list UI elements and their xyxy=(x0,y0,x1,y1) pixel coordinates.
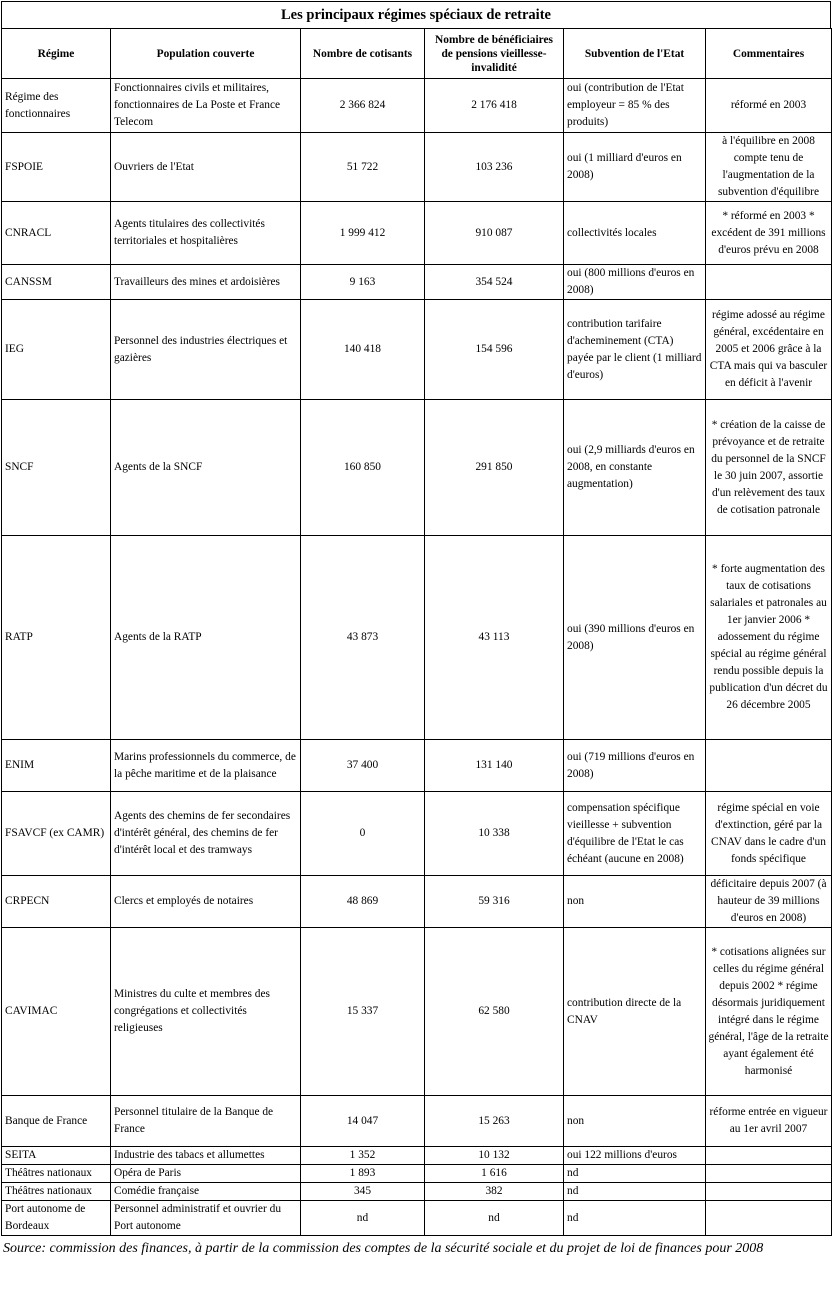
row-subvention: oui (2,9 milliards d'euros en 2008, en constante augmentation) xyxy=(564,400,706,536)
header-row xyxy=(2,29,832,79)
row-beneficiaires: 154 596 xyxy=(425,300,564,400)
row-commentaires: à l'équilibre en 2008 compte tenu de l'augmentation de la subvention d'équilibre xyxy=(706,133,832,202)
row-subvention: nd xyxy=(564,1201,706,1236)
row-population: Comédie française xyxy=(111,1183,301,1201)
row-population: Industrie des tabacs et allumettes xyxy=(111,1147,301,1165)
row-cotisants: 345 xyxy=(301,1183,425,1201)
row-subvention: collectivités locales xyxy=(564,202,706,265)
row-cotisants: nd xyxy=(301,1201,425,1236)
row-cotisants: 140 418 xyxy=(301,300,425,400)
row-regime: Banque de France xyxy=(2,1096,111,1147)
row-commentaires: * création de la caisse de prévoyance et de retraite du personnel de la SNCF le 30 juin 2007, assortie d'un relèvement des taux de cotisation patronale xyxy=(706,400,832,536)
header-population: Population couverte xyxy=(111,29,301,79)
row-population: Ouvriers de l'Etat xyxy=(111,133,301,202)
table-row xyxy=(2,1183,832,1201)
table-row xyxy=(2,792,832,876)
row-beneficiaires: 382 xyxy=(425,1183,564,1201)
table-row xyxy=(2,928,832,1096)
pension-regimes-table xyxy=(1,28,832,1236)
row-subvention: non xyxy=(564,876,706,928)
row-regime: CRPECN xyxy=(2,876,111,928)
row-commentaires xyxy=(706,1147,832,1165)
table-row xyxy=(2,876,832,928)
row-regime: SEITA xyxy=(2,1147,111,1165)
row-beneficiaires: 354 524 xyxy=(425,265,564,300)
row-population: Fonctionnaires civils et militaires, fonctionnaires de La Poste et France Telecom xyxy=(111,79,301,133)
row-cotisants: 2 366 824 xyxy=(301,79,425,133)
header-commentaires: Commentaires xyxy=(706,29,832,79)
table-row xyxy=(2,265,832,300)
table-row xyxy=(2,79,832,133)
row-regime: CANSSM xyxy=(2,265,111,300)
row-cotisants: 15 337 xyxy=(301,928,425,1096)
table-title: Les principaux régimes spéciaux de retraite xyxy=(1,1,831,28)
table-row xyxy=(2,1096,832,1147)
row-regime: Port autonome de Bordeaux xyxy=(2,1201,111,1236)
row-regime: FSAVCF (ex CAMR) xyxy=(2,792,111,876)
row-subvention: contribution directe de la CNAV xyxy=(564,928,706,1096)
row-commentaires: * cotisations alignées sur celles du régime général depuis 2002 * régime désormais juridiquement intégré dans le régime général, l'âge de la retraite ayant également été harmonisé xyxy=(706,928,832,1096)
row-regime: RATP xyxy=(2,536,111,740)
row-beneficiaires: 10 132 xyxy=(425,1147,564,1165)
row-regime: CAVIMAC xyxy=(2,928,111,1096)
row-commentaires: régime adossé au régime général, excédentaire en 2005 et 2006 grâce à la CTA mais qui va basculer en déficit à l'avenir xyxy=(706,300,832,400)
table-body xyxy=(2,79,832,1236)
row-population: Clercs et employés de notaires xyxy=(111,876,301,928)
row-subvention: oui (390 millions d'euros en 2008) xyxy=(564,536,706,740)
row-beneficiaires: 910 087 xyxy=(425,202,564,265)
row-regime: SNCF xyxy=(2,400,111,536)
table-row xyxy=(2,1201,832,1236)
header-beneficiaires: Nombre de bénéficiaires de pensions vieillesse-invalidité xyxy=(425,29,564,79)
row-commentaires xyxy=(706,265,832,300)
row-cotisants: 37 400 xyxy=(301,740,425,792)
row-commentaires: régime spécial en voie d'extinction, géré par la CNAV dans le cadre d'un fonds spécifique xyxy=(706,792,832,876)
row-population: Opéra de Paris xyxy=(111,1165,301,1183)
row-population: Personnel administratif et ouvrier du Port autonome xyxy=(111,1201,301,1236)
row-population: Travailleurs des mines et ardoisières xyxy=(111,265,301,300)
row-cotisants: 48 869 xyxy=(301,876,425,928)
row-population: Agents des chemins de fer secondaires d'intérêt général, des chemins de fer d'intérêt local et des tramways xyxy=(111,792,301,876)
row-beneficiaires: 291 850 xyxy=(425,400,564,536)
row-regime: FSPOIE xyxy=(2,133,111,202)
row-commentaires: réforme entrée en vigueur au 1er avril 2007 xyxy=(706,1096,832,1147)
row-regime: Théâtres nationaux xyxy=(2,1183,111,1201)
table-row xyxy=(2,202,832,265)
row-cotisants: 0 xyxy=(301,792,425,876)
row-commentaires: * forte augmentation des taux de cotisations salariales et patronales au 1er janvier 2006 * adossement du régime spécial au régime général rendu possible depuis la publication d'un décret du 26 décembre 2005 xyxy=(706,536,832,740)
row-commentaires xyxy=(706,1183,832,1201)
row-commentaires: déficitaire depuis 2007 (à hauteur de 39 millions d'euros en 2008) xyxy=(706,876,832,928)
row-beneficiaires: 62 580 xyxy=(425,928,564,1096)
row-cotisants: 9 163 xyxy=(301,265,425,300)
row-beneficiaires: 2 176 418 xyxy=(425,79,564,133)
row-commentaires xyxy=(706,1201,832,1236)
row-regime: ENIM xyxy=(2,740,111,792)
row-subvention: oui 122 millions d'euros xyxy=(564,1147,706,1165)
header-subvention: Subvention de l'Etat xyxy=(564,29,706,79)
row-population: Personnel des industries électriques et gazières xyxy=(111,300,301,400)
table-row xyxy=(2,400,832,536)
row-beneficiaires: 131 140 xyxy=(425,740,564,792)
row-commentaires xyxy=(706,740,832,792)
header-cotisants: Nombre de cotisants xyxy=(301,29,425,79)
row-regime: CNRACL xyxy=(2,202,111,265)
row-subvention: oui (1 milliard d'euros en 2008) xyxy=(564,133,706,202)
row-subvention: non xyxy=(564,1096,706,1147)
source-note: Source: commission des finances, à partir de la commission des comptes de la sécurité sociale et du projet de loi de finances pour 2008 xyxy=(3,1241,764,1256)
row-subvention: oui (800 millions d'euros en 2008) xyxy=(564,265,706,300)
row-subvention: nd xyxy=(564,1183,706,1201)
row-population: Personnel titulaire de la Banque de France xyxy=(111,1096,301,1147)
row-population: Agents de la SNCF xyxy=(111,400,301,536)
row-population: Ministres du culte et membres des congrégations et collectivités religieuses xyxy=(111,928,301,1096)
table-row xyxy=(2,740,832,792)
row-subvention: compensation spécifique vieillesse + subvention d'équilibre de l'Etat le cas échéant (aucune en 2008) xyxy=(564,792,706,876)
table-row xyxy=(2,1165,832,1183)
row-subvention: contribution tarifaire d'acheminement (CTA) payée par le client (1 milliard d'euros) xyxy=(564,300,706,400)
row-beneficiaires: 59 316 xyxy=(425,876,564,928)
row-beneficiaires: nd xyxy=(425,1201,564,1236)
row-commentaires: réformé en 2003 xyxy=(706,79,832,133)
row-beneficiaires: 1 616 xyxy=(425,1165,564,1183)
row-cotisants: 1 352 xyxy=(301,1147,425,1165)
row-beneficiaires: 10 338 xyxy=(425,792,564,876)
row-beneficiaires: 15 263 xyxy=(425,1096,564,1147)
row-population: Agents titulaires des collectivités territoriales et hospitalières xyxy=(111,202,301,265)
row-cotisants: 51 722 xyxy=(301,133,425,202)
row-regime: IEG xyxy=(2,300,111,400)
row-commentaires: * réformé en 2003 * excédent de 391 millions d'euros prévu en 2008 xyxy=(706,202,832,265)
row-regime: Théâtres nationaux xyxy=(2,1165,111,1183)
row-commentaires xyxy=(706,1165,832,1183)
row-population: Agents de la RATP xyxy=(111,536,301,740)
row-subvention: oui (719 millions d'euros en 2008) xyxy=(564,740,706,792)
row-cotisants: 14 047 xyxy=(301,1096,425,1147)
header-regime: Régime xyxy=(2,29,111,79)
row-subvention: oui (contribution de l'Etat employeur = 85 % des produits) xyxy=(564,79,706,133)
row-cotisants: 43 873 xyxy=(301,536,425,740)
row-beneficiaires: 103 236 xyxy=(425,133,564,202)
table-row xyxy=(2,1147,832,1165)
row-cotisants: 160 850 xyxy=(301,400,425,536)
table-row xyxy=(2,300,832,400)
row-subvention: nd xyxy=(564,1165,706,1183)
table-row xyxy=(2,536,832,740)
row-cotisants: 1 999 412 xyxy=(301,202,425,265)
row-population: Marins professionnels du commerce, de la pêche maritime et de la plaisance xyxy=(111,740,301,792)
document-frame xyxy=(1,1,831,1259)
row-regime: Régime des fonctionnaires xyxy=(2,79,111,133)
row-beneficiaires: 43 113 xyxy=(425,536,564,740)
row-cotisants: 1 893 xyxy=(301,1165,425,1183)
table-row xyxy=(2,133,832,202)
